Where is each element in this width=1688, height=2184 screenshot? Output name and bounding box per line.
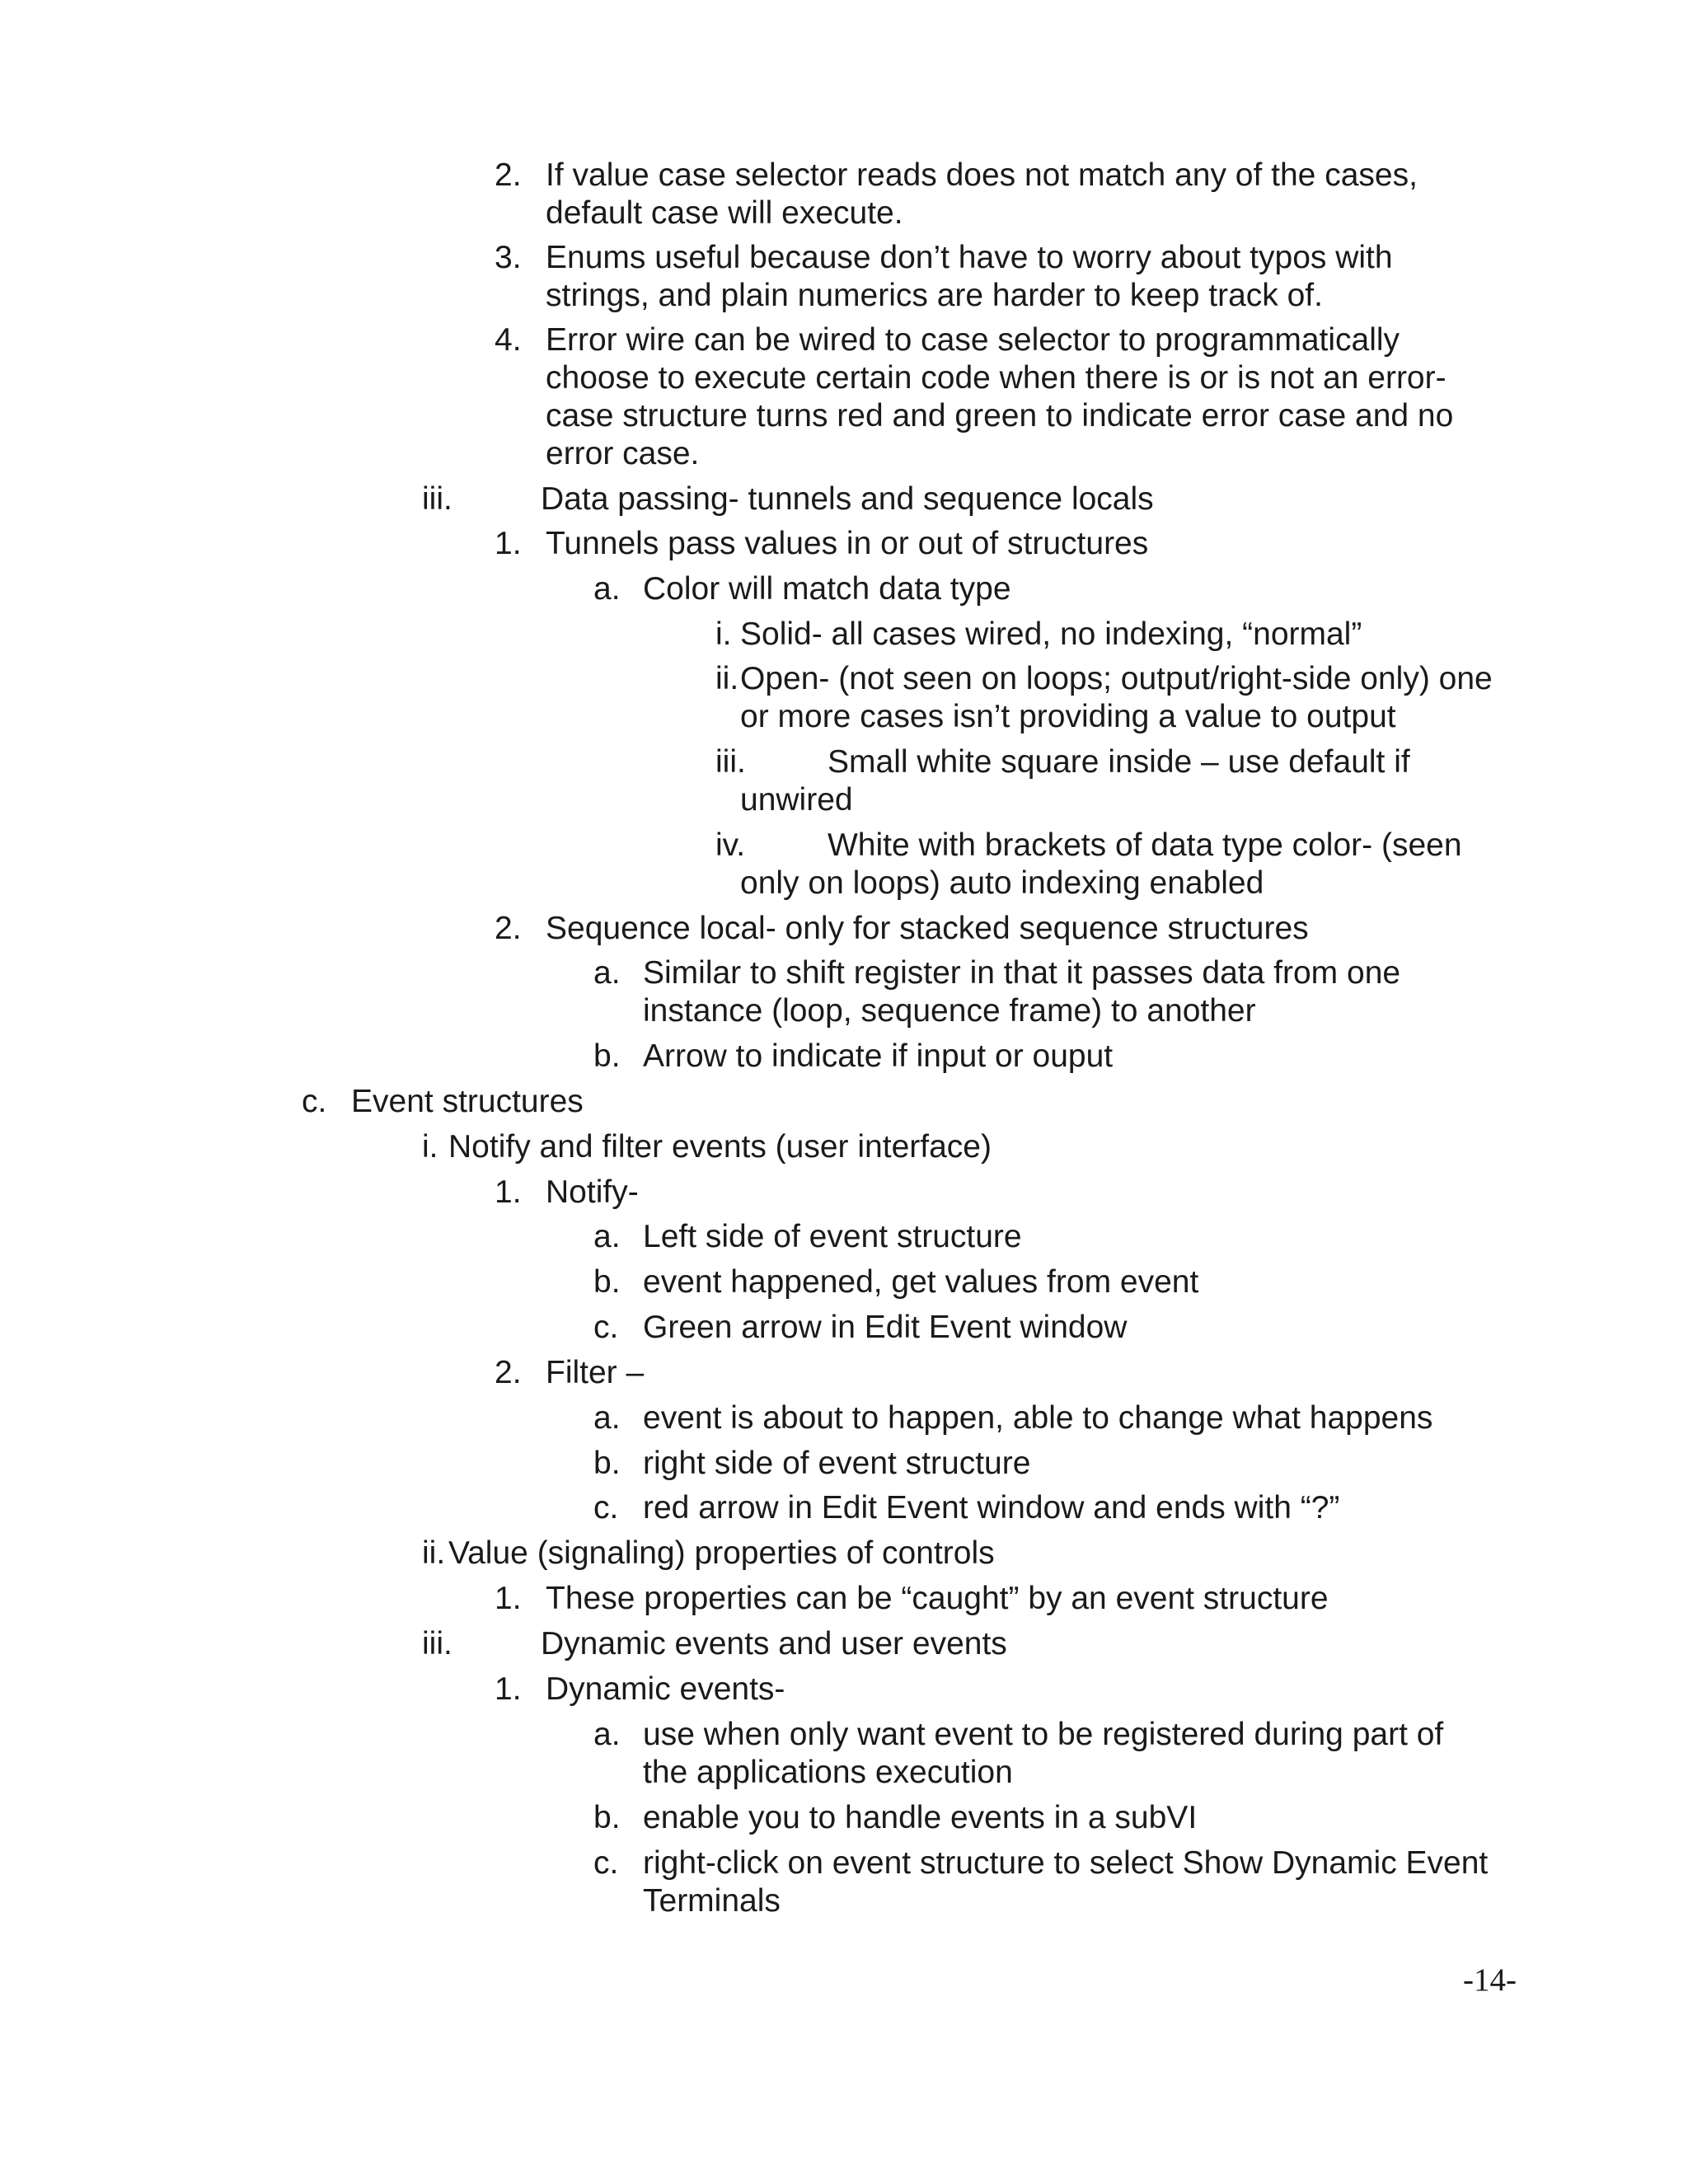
outline-line-text: Notify and filter events (user interface): [448, 1129, 992, 1165]
outline-line-text: or more cases isn’t providing a value to output: [740, 699, 1396, 734]
outline-line-text: Event structures: [351, 1084, 584, 1119]
outline-line-text: Notify-: [546, 1174, 639, 1210]
list-marker: b.: [593, 1800, 621, 1835]
list-marker: iii.: [422, 481, 452, 517]
outline-line-text: red arrow in Edit Event window and ends with “?”: [643, 1490, 1340, 1526]
outline-line-text: instance (loop, sequence frame) to another: [643, 993, 1256, 1029]
list-marker: 1.: [495, 1671, 522, 1707]
outline-line-text: Data passing- tunnels and sequence locals: [541, 481, 1154, 517]
list-marker: c.: [593, 1490, 619, 1526]
outline-line-text: choose to execute certain code when there is or is not an error-: [546, 360, 1447, 396]
outline-line-text: right side of event structure: [643, 1446, 1031, 1481]
outline-line-text: the applications execution: [643, 1755, 1013, 1790]
list-marker: a.: [593, 955, 621, 991]
outline-line-text: right-click on event structure to select Show Dynamic Event: [643, 1845, 1489, 1881]
list-marker: iii.: [715, 744, 746, 780]
outline-line-text: These properties can be “caught” by an event structure: [546, 1581, 1329, 1616]
list-marker: 3.: [495, 240, 522, 275]
outline-line-text: Dynamic events and user events: [541, 1626, 1007, 1661]
outline-line-text: Open- (not seen on loops; output/right-side only) one: [740, 661, 1493, 696]
outline-line-text: Arrow to indicate if input or ouput: [643, 1038, 1114, 1074]
outline-line-text: Terminals: [643, 1883, 781, 1919]
outline-line-text: Value (signaling) properties of controls: [448, 1535, 995, 1571]
outline-line-text: error case.: [546, 436, 700, 471]
list-marker: iv.: [715, 827, 746, 863]
list-marker: c.: [302, 1084, 327, 1119]
outline-line-text: event is about to happen, able to change what happens: [643, 1400, 1433, 1436]
list-marker: iii.: [422, 1626, 452, 1661]
list-marker: 1.: [495, 1174, 522, 1210]
list-marker: b.: [593, 1446, 621, 1481]
outline-line-text: enable you to handle events in a subVI: [643, 1800, 1198, 1835]
outline-line-text: If value case selector reads does not match any of the cases,: [546, 157, 1418, 193]
outline-line-text: Color will match data type: [643, 571, 1011, 607]
outline-line-text: Enums useful because don’t have to worry about typos with: [546, 240, 1393, 275]
outline-line-text: Green arrow in Edit Event window: [643, 1310, 1128, 1345]
list-marker: a.: [593, 1219, 621, 1254]
list-marker: c.: [593, 1845, 619, 1881]
outline-line-text: Small white square inside – use default if: [828, 744, 1410, 780]
list-marker: b.: [593, 1264, 621, 1300]
outline-line-text: Left side of event structure: [643, 1219, 1022, 1254]
outline-line-text: unwired: [740, 782, 853, 818]
list-marker: a.: [593, 1400, 621, 1436]
list-marker: 1.: [495, 526, 522, 561]
outline-line-text: strings, and plain numerics are harder to keep track of.: [546, 278, 1323, 313]
list-marker: 2.: [495, 157, 522, 193]
list-marker: 4.: [495, 322, 522, 358]
list-marker: 2.: [495, 911, 522, 946]
list-marker: a.: [593, 1717, 621, 1752]
outline-line-text: Solid- all cases wired, no indexing, “normal”: [740, 616, 1362, 652]
list-marker: b.: [593, 1038, 621, 1074]
list-marker: 1.: [495, 1581, 522, 1616]
list-marker: c.: [593, 1310, 619, 1345]
list-marker: i.: [715, 616, 732, 652]
outline-line-text: Similar to shift register in that it passes data from one: [643, 955, 1401, 991]
outline-line-text: Error wire can be wired to case selector to programmatically: [546, 322, 1400, 358]
outline-line-text: default case will execute.: [546, 195, 903, 231]
outline-line-text: Dynamic events-: [546, 1671, 785, 1707]
list-marker: 2.: [495, 1355, 522, 1390]
outline-line-text: White with brackets of data type color- (seen: [828, 827, 1462, 863]
outline-line-text: only on loops) auto indexing enabled: [740, 865, 1264, 901]
list-marker: i.: [422, 1129, 438, 1165]
outline-line-text: use when only want event to be registered during part of: [643, 1717, 1444, 1752]
list-marker: a.: [593, 571, 621, 607]
outline-line-text: case structure turns red and green to indicate error case and no: [546, 398, 1454, 434]
list-marker: ii.: [422, 1535, 446, 1571]
outline-line-text: Tunnels pass values in or out of structures: [546, 526, 1149, 561]
outline-line-text: Filter –: [546, 1355, 645, 1390]
outline-line-text: event happened, get values from event: [643, 1264, 1199, 1300]
list-marker: ii.: [715, 661, 739, 696]
outline-line-text: Sequence local- only for stacked sequence structures: [546, 911, 1309, 946]
page-number: -14-: [1463, 1962, 1517, 1998]
